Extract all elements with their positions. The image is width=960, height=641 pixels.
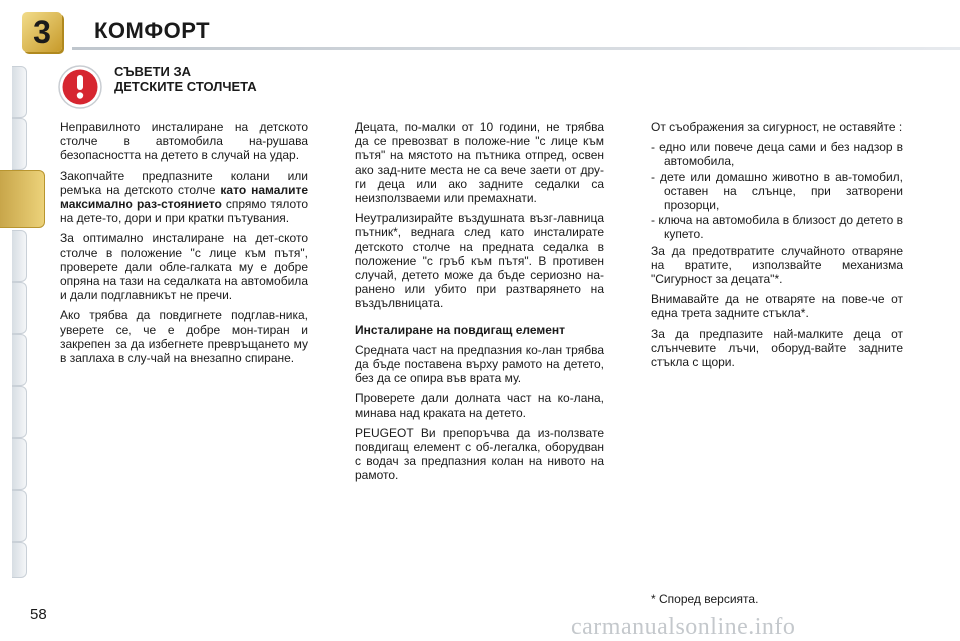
chapter-number-badge: 3 <box>22 12 62 52</box>
paragraph: Неправилното инсталиране на детското столче в автомобила на-рушава безопасността на детето в случай на удар. <box>60 120 308 163</box>
paragraph: Внимавайте да не отваряте на пове-че от една трета задните стъкла*. <box>651 292 903 321</box>
text-run: Закопчайте предпазните колани или ремъка на детското столче <box>60 168 308 197</box>
text-column-2 <box>355 120 604 489</box>
side-tab[interactable] <box>12 386 27 438</box>
list-item: - едно или повече деца сами и без надзор в автомобила, <box>651 140 903 169</box>
paragraph: PEUGEOT Ви препоръчва да из-ползвате повдигащ елемент с об-легалка, оборудван с водач за предпазния колан на нивото на рамото. <box>355 425 604 483</box>
side-tab[interactable] <box>12 334 27 386</box>
bold-text: като намалите максимално раз-стоянието <box>60 182 308 212</box>
paragraph: За да предпазите най-малките деца от слънчевите лъчи, оборуд-вайте задните стъкла с щори. <box>651 326 903 370</box>
list-item: - дете или домашно животно в ав-томобил, оставен на слънце, при затворени прозорци, <box>651 169 903 213</box>
side-tabs <box>0 0 28 640</box>
side-tab[interactable] <box>12 282 27 334</box>
paragraph: От съображения за сигурност, не оставяйте : <box>651 120 903 134</box>
list-item: - ключа на автомобила в близост до детето в купето. <box>651 213 903 242</box>
section-title-line1: СЪВЕТИ ЗА <box>114 64 192 79</box>
paragraph <box>60 169 308 226</box>
side-tab-active[interactable] <box>0 170 45 228</box>
side-tab[interactable] <box>12 438 27 490</box>
side-tab[interactable] <box>12 66 27 118</box>
page-number: 58 <box>30 606 47 623</box>
text-column-3 <box>651 120 903 375</box>
side-tab[interactable] <box>12 542 27 578</box>
section-title <box>114 64 257 94</box>
text-run: спрямо тялото на дете-то, дори и при кратки пътувания. <box>60 197 308 226</box>
subheading: Инсталиране на повдигащ елемент <box>355 322 566 337</box>
side-tab[interactable] <box>12 118 27 170</box>
side-tab[interactable] <box>12 230 27 282</box>
text-column-1 <box>60 120 308 371</box>
paragraph: За да предотвратите случайното отваряне на вратите, използвайте механизма "Сигурност за децата"*. <box>651 243 903 287</box>
paragraph: За оптимално инсталиране на дет-ското столче в положение "с лице към пътя", проверете дали обле-галката му е добре опряна на тази на седалката на автомобила и дали подглавникът не пречи. <box>60 231 308 303</box>
paragraph: Проверете дали долната част на ко-лана, минава над краката на детето. <box>355 391 604 420</box>
chapter-title: КОМФОРТ <box>94 18 211 43</box>
watermark: carmanualsonline.info <box>571 614 796 640</box>
paragraph: Ако трябва да повдигнете подглав-ника, уверете се, че е добре мон-тиран и закрепен за да избегнете превръщането му в заплаха в слу-чай на внезапно спиране. <box>60 308 308 366</box>
paragraph: Неутрализирайте въздушната възг-лавница пътник*, веднага след като инсталирате детското столче на предната седалка в положение "с гръб към пътя". В противен случай, детето може да бъде сериозно на-ранено или убито при разтварянето на въздълвницата. <box>355 211 604 311</box>
paragraph: Децата, по-малки от 10 години, не трябва да се превозват в положе-ние "с лице към пътя" на мястото на пътника отпред, освен ако зад-ните места не са вече заети от дру-ги деца или ако задните седалки са неизползваеми или премахнати. <box>355 120 604 206</box>
footnote: * Според версията. <box>651 592 759 606</box>
section-title-line2: ДЕТСКИТЕ СТОЛЧЕТА <box>114 79 257 94</box>
side-tab[interactable] <box>12 490 27 542</box>
warning-exclamation-icon <box>57 64 103 110</box>
header-divider <box>72 47 960 50</box>
paragraph: Средната част на предпазния ко-лан трябва да бъде поставена върху рамото на детето, без да се опира във врата му. <box>355 342 604 386</box>
